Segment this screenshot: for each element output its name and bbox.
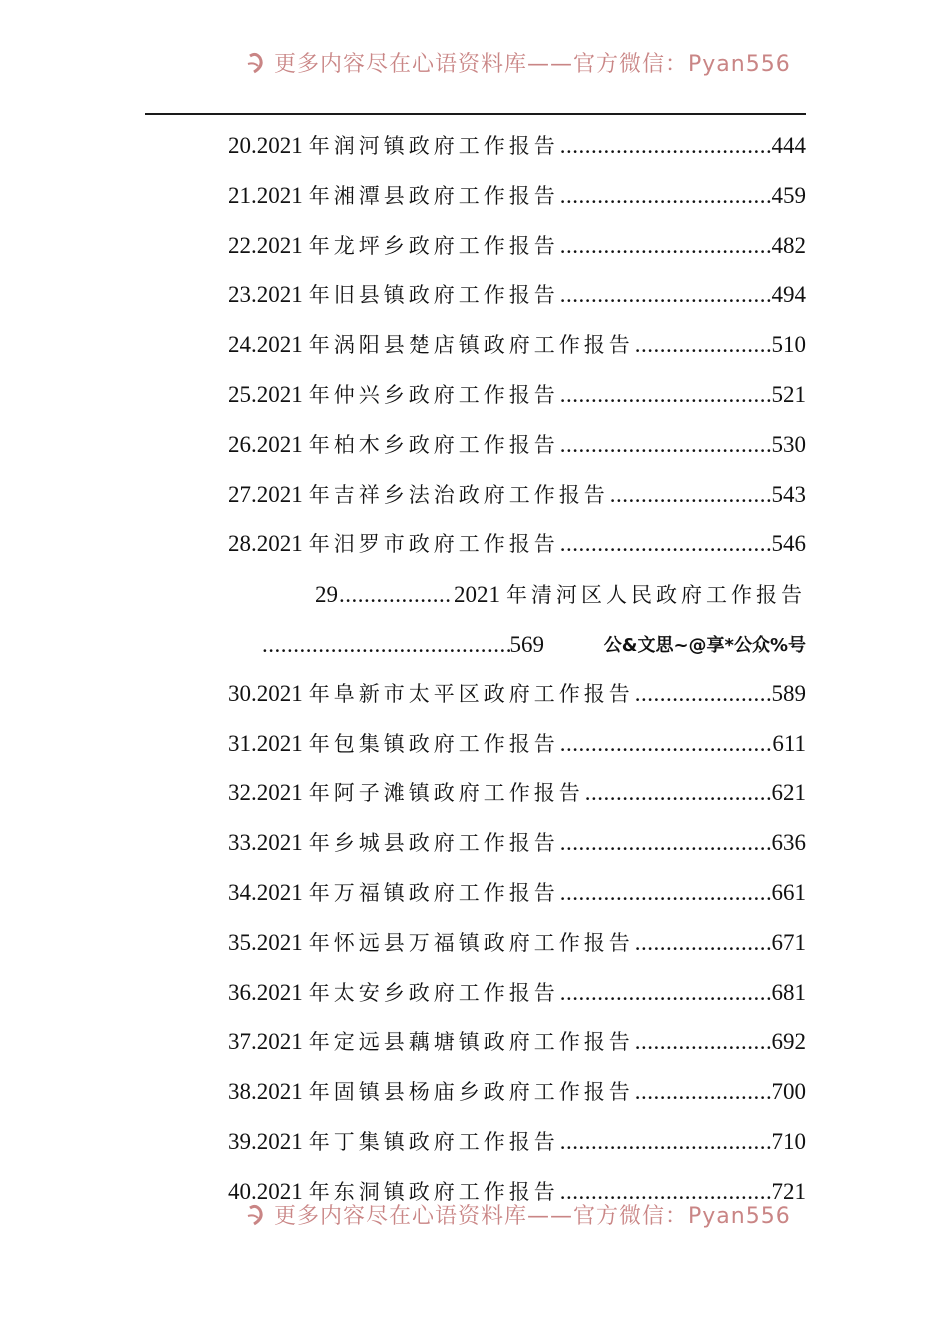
toc-entry[interactable] [228, 231, 806, 261]
toc-leader-dots [560, 828, 771, 858]
toc-entry[interactable] [228, 928, 806, 958]
toc-entry-page: 494 [771, 282, 806, 308]
toc-entry-number: 39.2021 [228, 1129, 303, 1154]
toc-entry-title: 年清河区人民政府工作报告 [506, 583, 806, 607]
toc-leader-dots [560, 430, 771, 460]
toc-entry[interactable] [228, 679, 806, 709]
toc-entry[interactable] [228, 1077, 806, 1107]
toc-entry-number: 26.2021 [228, 431, 303, 457]
toc-entry-title: 年吉祥乡法治政府工作报告 [308, 482, 609, 507]
toc-entry[interactable] [228, 1127, 806, 1157]
toc-entry-page: 521 [771, 382, 806, 407]
toc-entry-title: 年阜新市太平区政府工作报告 [308, 681, 634, 706]
toc-entry-page: 543 [771, 481, 806, 507]
toc-entry[interactable] [228, 380, 806, 410]
toc-entry[interactable] [228, 729, 806, 759]
toc-entry-title: 年柏木乡政府工作报告 [308, 432, 559, 457]
toc-entry-number: 23.2021 [228, 282, 303, 308]
toc-entry-page: 482 [771, 232, 806, 258]
toc-entry-number: 22.2021 [228, 232, 303, 258]
toc-entry-title: 年汨罗市政府工作报告 [308, 532, 559, 557]
toc-entry-page: 611 [772, 730, 806, 756]
toc-entry-year: 2021 [454, 582, 500, 607]
toc-leader-dots [560, 1127, 771, 1157]
toc-leader-dots [262, 630, 510, 660]
toc-entry-number: 33.2021 [228, 830, 303, 856]
toc-leader-dots [635, 1027, 771, 1057]
watermark-text: 更多内容尽在心语资料库——官方微信：Pyan556 [274, 52, 791, 77]
toc-entry-number: 36.2021 [228, 979, 303, 1005]
toc-entry-number: 20.2021 [228, 133, 303, 158]
toc-entry-title: 年万福镇政府工作报告 [308, 881, 559, 905]
toc-entry-title: 年定远县藕塘镇政府工作报告 [308, 1030, 634, 1055]
toc-entry-page: 710 [771, 1129, 806, 1154]
toc-entry-29-line1[interactable] [315, 580, 806, 610]
toc-entry-page: 681 [771, 979, 806, 1005]
toc-entry-number: 21.2021 [228, 182, 303, 208]
toc-entry[interactable] [228, 181, 806, 211]
toc-entry-page: 546 [771, 531, 806, 557]
toc-leader-dots [610, 480, 771, 510]
toc-leader-dots [560, 1177, 771, 1207]
toc-entry-title: 年乡城县政府工作报告 [308, 831, 559, 856]
toc-leader-dots [560, 529, 771, 559]
toc-entry-title: 年丁集镇政府工作报告 [308, 1130, 559, 1154]
toc-entry-title: 年怀远县万福镇政府工作报告 [308, 930, 634, 955]
toc-entry-page: 661 [771, 880, 806, 905]
toc-leader-dots [560, 878, 771, 908]
toc-entry-title: 年涡阳县楚店镇政府工作报告 [308, 333, 634, 358]
toc-entry[interactable] [228, 131, 806, 161]
stamp-text: 公&文思~@享*公众%号 [603, 635, 806, 656]
toc-entry-number: 25.2021 [228, 382, 303, 407]
toc-entry[interactable] [228, 828, 806, 858]
toc-entry[interactable] [228, 1027, 806, 1057]
toc-leader-dots [585, 778, 771, 808]
toc-entry-number: 29 [315, 582, 338, 607]
toc-entry-page: 444 [771, 133, 806, 158]
toc-entry-title: 年固镇县杨庙乡政府工作报告 [308, 1080, 634, 1105]
toc-entry-title: 年太安乡政府工作报告 [308, 980, 559, 1005]
toc-entry-number: 40.2021 [228, 1178, 303, 1204]
toc-leader-dots [560, 181, 771, 211]
toc-entry-page: 636 [771, 830, 806, 856]
toc-entry-page: 459 [771, 182, 806, 208]
toc-leader-dots [635, 1077, 771, 1107]
toc-entry-number: 28.2021 [228, 531, 303, 557]
toc-entry-page: 671 [771, 929, 806, 955]
toc-entry[interactable] [228, 330, 806, 360]
watermark-banner-bottom [0, 1204, 950, 1234]
toc-entry-number: 30.2021 [228, 680, 303, 706]
toc-entry-number: 31.2021 [228, 730, 303, 756]
toc-entry-page: 589 [771, 680, 806, 706]
toc-leader-dots [339, 580, 453, 610]
toc-entry-title: 年阿子滩镇政府工作报告 [308, 781, 584, 806]
toc-entry-page: 700 [771, 1079, 806, 1105]
toc-entry-title: 年仲兴乡政府工作报告 [308, 383, 559, 407]
toc-entry[interactable] [228, 878, 806, 908]
toc-entry-number: 32.2021 [228, 780, 303, 806]
toc-entry[interactable] [228, 978, 806, 1008]
toc-entry-number: 24.2021 [228, 332, 303, 358]
toc-entry-title: 年包集镇政府工作报告 [308, 731, 559, 756]
toc-entry-page: 530 [771, 431, 806, 457]
toc-entry-title: 年湘潭县政府工作报告 [308, 183, 559, 208]
toc-entry-page: 721 [771, 1178, 806, 1204]
toc-entry-title: 年东洞镇政府工作报告 [308, 1179, 559, 1204]
toc-entry[interactable] [228, 778, 806, 808]
toc-leader-dots [560, 131, 771, 161]
toc-entry[interactable] [228, 1177, 806, 1207]
toc-entry[interactable] [228, 529, 806, 559]
toc-leader-dots [560, 729, 772, 759]
toc-entry-number: 27.2021 [228, 481, 303, 507]
toc-leader-dots [560, 231, 771, 261]
toc-entry[interactable] [228, 480, 806, 510]
toc-entry-number: 35.2021 [228, 929, 303, 955]
watermark-text: 更多内容尽在心语资料库——官方微信：Pyan556 [274, 1204, 791, 1229]
toc-entry-title: 年润河镇政府工作报告 [308, 134, 559, 158]
toc-entry-number: 37.2021 [228, 1029, 303, 1055]
toc-entry-page: 569 [509, 632, 544, 657]
toc-entry[interactable] [228, 430, 806, 460]
toc-leader-dots [560, 380, 771, 410]
toc-leader-dots [560, 978, 771, 1008]
toc-entry-title: 年旧县镇政府工作报告 [308, 283, 559, 308]
toc-entry-page: 621 [771, 780, 806, 806]
toc-leader-dots [635, 928, 771, 958]
toc-leader-dots [635, 679, 771, 709]
toc-entry-29-line2[interactable] [262, 630, 544, 660]
toc-leader-dots [560, 280, 771, 310]
toc-entry-number: 34.2021 [228, 880, 303, 905]
toc-leader-dots [635, 330, 771, 360]
toc-entry-page: 692 [771, 1029, 806, 1055]
toc-entry-number: 38.2021 [228, 1079, 303, 1105]
logo-icon [246, 1204, 266, 1226]
toc-entry-title: 年龙坪乡政府工作报告 [308, 233, 559, 258]
toc-entry[interactable] [228, 280, 806, 310]
toc-entry-page: 510 [771, 332, 806, 358]
